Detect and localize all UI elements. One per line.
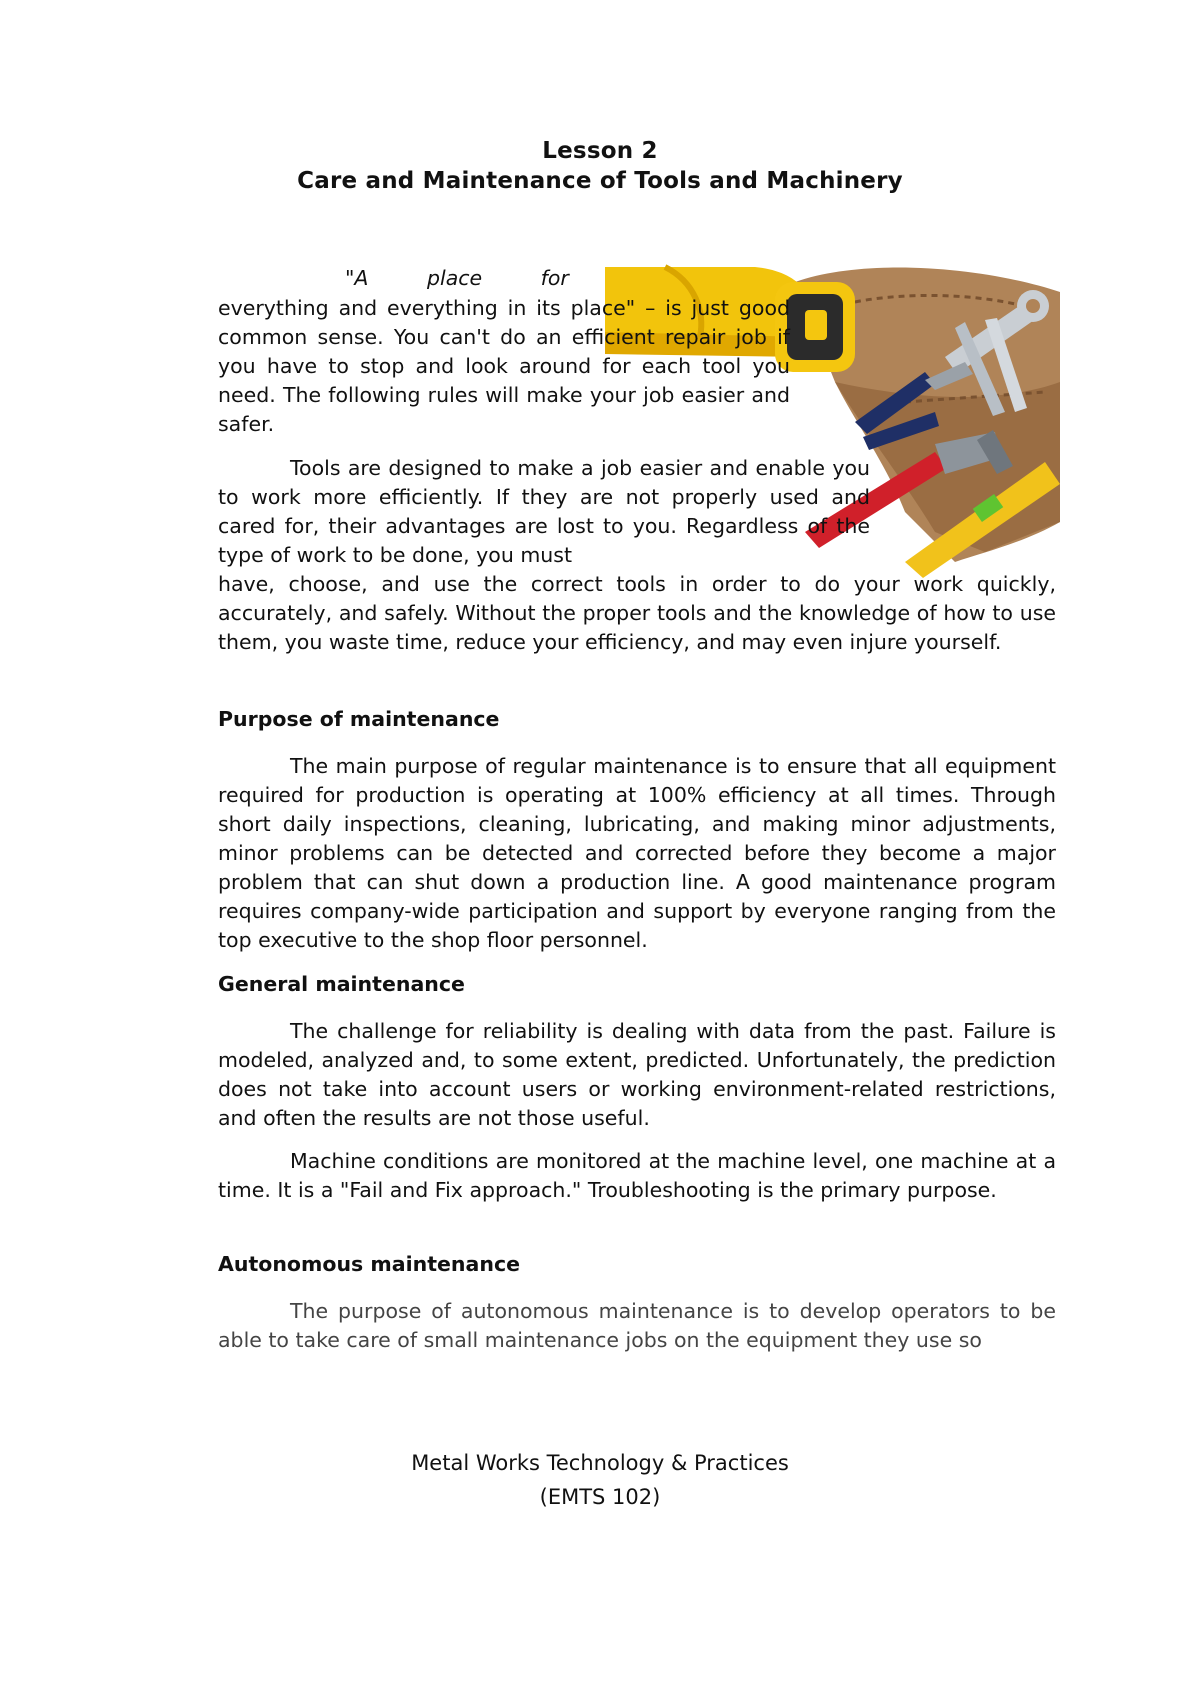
lesson-title: Care and Maintenance of Tools and Machinery (297, 168, 903, 194)
section-paragraph: The main purpose of regular maintenance is to ensure that all equipment required for production is operating at 100% efficiency at all times. Through short daily inspections, cleaning, lubricating, and making minor adjustments, minor problems can be detected and corrected before they become a major problem that can shut down a production line. A good maintenance program requires company-wide participation and support by everyone ranging from the top executive to the shop floor personnel. (218, 754, 1056, 952)
footer-course-title: Metal Works Technology & Practices (411, 1451, 789, 1475)
page-footer (0, 1446, 1200, 1514)
lesson-title-block (0, 136, 1200, 196)
quote-word: "A (345, 266, 369, 290)
lesson-number: Lesson 2 (542, 138, 658, 164)
quote-word: for (540, 266, 569, 290)
section-heading: General maintenance (218, 972, 465, 996)
section-heading: Autonomous maintenance (218, 1252, 520, 1276)
intro-paragraph-3: have, choose, and use the correct tools in order to do your work quickly, accurately, and safely. Without the proper tools and the knowledge of how to use them, you waste time, reduce your efficiency, and may even injure yourself. (218, 572, 1056, 654)
intro-paragraph-1: everything and everything in its place" – is just good common sense. You can't do an efficient repair job if you have to stop and look around for each tool you need. The following rules will make your job easier and safer. (218, 296, 790, 436)
section-paragraph: The challenge for reliability is dealing with data from the past. Failure is modeled, analyzed and, to some extent, predicted. Unfortunately, the prediction does not take into account users or working environment-related restrictions, and often the results are not those useful. (218, 1019, 1056, 1130)
section-heading: Purpose of maintenance (218, 707, 500, 731)
intro-paragraph-2: Tools are designed to make a job easier and enable you to work more efficiently. If they are not properly used and cared for, their advantages are lost to you. Regardless of the type of work to be done, you must (218, 456, 870, 567)
quote-opening (345, 264, 621, 293)
section-paragraph: Machine conditions are monitored at the machine level, one machine at a time. It is a "Fail and Fix approach." Troubleshooting is the primary purpose. (218, 1149, 1056, 1202)
footer-course-code: (EMTS 102) (539, 1485, 661, 1509)
section-paragraph: The purpose of autonomous maintenance is to develop operators to be able to take care of small maintenance jobs on the equipment they use so (218, 1299, 1056, 1352)
quote-word: place (426, 266, 483, 290)
